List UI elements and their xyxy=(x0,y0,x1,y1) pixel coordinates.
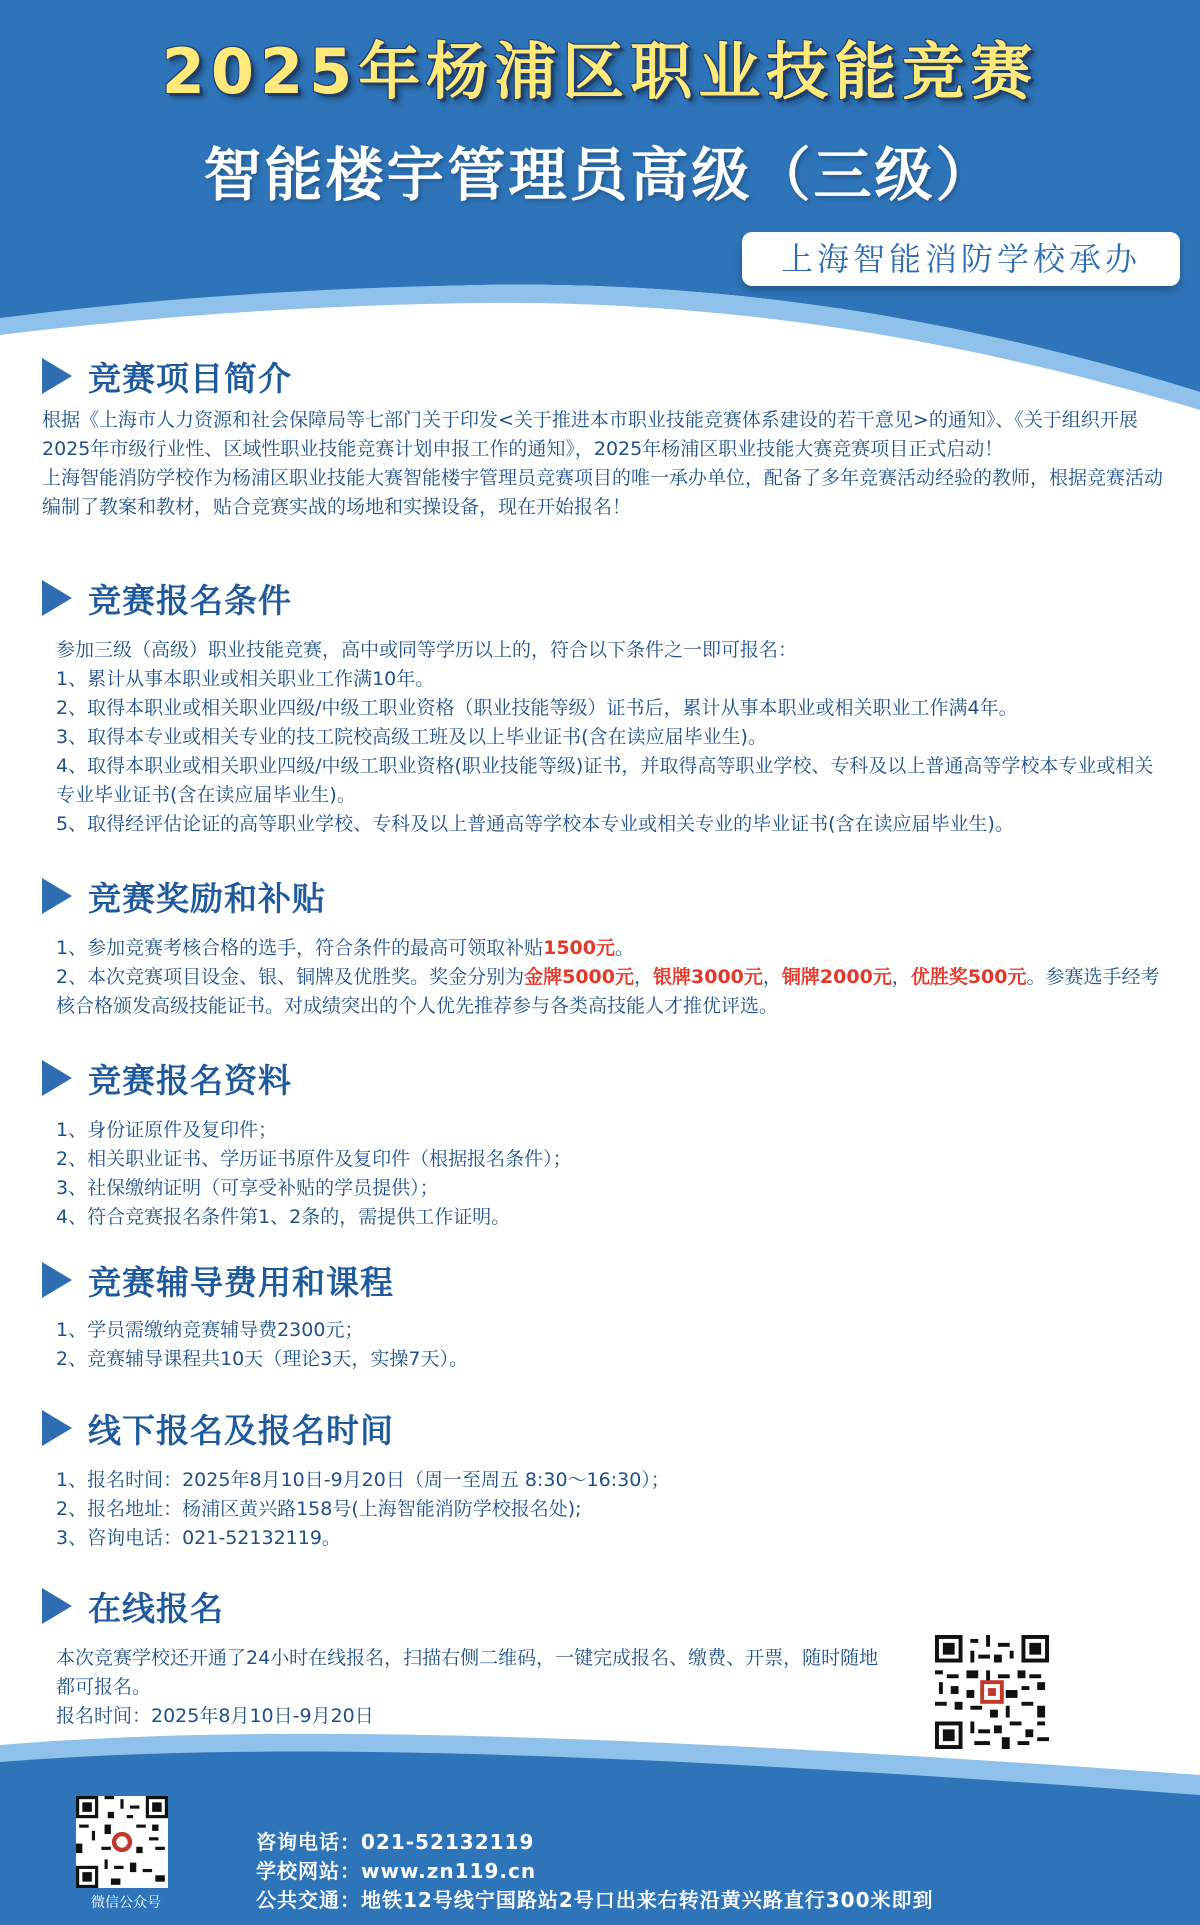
merit-prize: 优胜奖500元 xyxy=(910,966,1027,988)
list-item: 2、相关职业证书、学历证书原件及复印件（根据报名条件）； xyxy=(56,1148,572,1170)
online-date: 报名时间：2025年8月10日-9月20日 xyxy=(56,1705,374,1727)
section-title: 竞赛项目简介 xyxy=(88,358,292,398)
list-item: 3、社保缴纳证明（可享受补贴的学员提供）； xyxy=(56,1177,439,1199)
section-title: 在线报名 xyxy=(88,1588,224,1628)
online-paragraph: 本次竞赛学校还开通了24小时在线报名，扫描右侧二维码，一键完成报名、缴费、开票，随时随地都可报名。 xyxy=(56,1647,879,1698)
section-arrow-icon xyxy=(42,1060,72,1096)
registration-qr-code[interactable] xyxy=(935,1635,1049,1749)
list-item: 3、咨询电话：021-52132119。 xyxy=(56,1527,341,1549)
intro-paragraph-2: 上海智能消防学校作为杨浦区职业技能大赛智能楼宇管理员竞赛项目的唯一承办单位，配备了多年竞赛活动经验的教师，根据竞赛活动编制了教案和教材，贴合竞赛实战的场地和实操设备，现在开始报名！ xyxy=(42,467,1164,518)
footer-website[interactable]: 学校网站：www.zn119.cn xyxy=(256,1859,537,1883)
section-arrow-icon xyxy=(42,1410,72,1446)
list-item: 1、学员需缴纳竞赛辅导费2300元； xyxy=(56,1319,364,1341)
section-title: 竞赛辅导费用和课程 xyxy=(88,1262,394,1302)
section-online xyxy=(42,1582,902,1731)
section-arrow-icon xyxy=(42,1588,72,1624)
section-intro xyxy=(42,352,1168,522)
organizer-badge: 上海智能消防学校承办 xyxy=(742,232,1180,286)
footer-transport: 公共交通：地铁12号线宁国路站2号口出来右转沿黄兴路直行300米即到 xyxy=(256,1888,934,1912)
wechat-qr-code[interactable] xyxy=(76,1796,168,1888)
section-title: 竞赛报名条件 xyxy=(88,580,292,620)
conditions-lead: 参加三级（高级）职业技能竞赛，高中或同等学历以上的，符合以下条件之一即可报名： xyxy=(56,639,798,661)
section-fees xyxy=(42,1256,1168,1374)
subsidy-amount: 1500元 xyxy=(543,937,615,959)
section-arrow-icon xyxy=(42,358,72,394)
gold-prize: 金牌5000元 xyxy=(524,966,634,988)
list-item: 1、累计从事本职业或相关职业工作满10年。 xyxy=(56,668,435,690)
list-item: 2、取得本职业或相关职业四级/中级工职业资格（职业技能等级）证书后，累计从事本职业或相关职业工作满4年。 xyxy=(56,697,1018,719)
intro-paragraph-1: 根据《上海市人力资源和社会保障局等七部门关于印发<关于推进本市职业技能竞赛体系建设的若干意见>的通知》、《关于组织开展2025年市级行业性、区域性职业技能竞赛计划申报工作的通知》，2025年杨浦区职业技能大赛竞赛项目正式启动！ xyxy=(42,409,1138,460)
section-rewards xyxy=(42,872,1168,1021)
list-item: 2、竞赛辅导课程共10天（理论3天，实操7天）。 xyxy=(56,1348,468,1370)
list-item: 5、取得经评估论证的高等职业学校、专科及以上普通高等学校本专业或相关专业的毕业证书(含在读应届毕业生)。 xyxy=(56,813,1014,835)
section-materials xyxy=(42,1054,1168,1232)
list-item: 1、身份证原件及复印件； xyxy=(56,1119,278,1141)
silver-prize: 银牌3000元 xyxy=(653,966,763,988)
wechat-qr-label: 微信公众号 xyxy=(91,1895,161,1911)
section-offline xyxy=(42,1404,1168,1553)
section-conditions xyxy=(42,574,1168,839)
list-item: 2、本次竞赛项目设金、银、铜牌及优胜奖。奖金分别为金牌5000元，银牌3000元，铜牌2000元，优胜奖500元。参赛选手经考核合格颁发高级技能证书。对成绩突出的个人优先推荐参与各类高技能人才推优评选。 xyxy=(56,966,1160,1017)
section-arrow-icon xyxy=(42,1262,72,1298)
poster-subtitle: 智能楼宇管理员高级（三级） xyxy=(203,141,997,209)
poster-title: 2025年杨浦区职业技能竞赛 xyxy=(161,35,1039,108)
list-item: 1、报名时间：2025年8月10日-9月20日（周一至周五 8:30～16:30）； xyxy=(56,1469,670,1491)
section-title: 竞赛奖励和补贴 xyxy=(88,878,326,918)
list-item: 4、取得本职业或相关职业四级/中级工职业资格(职业技能等级)证书，并取得高等职业学校、专科及以上普通高等学校本专业或相关专业毕业证书(含在读应届毕业生)。 xyxy=(56,755,1154,806)
list-item: 4、符合竞赛报名条件第1、2条的，需提供工作证明。 xyxy=(56,1206,511,1228)
section-title: 线下报名及报名时间 xyxy=(88,1410,394,1450)
section-title: 竞赛报名资料 xyxy=(88,1060,292,1100)
list-item: 2、报名地址：杨浦区黄兴路158号(上海智能消防学校报名处); xyxy=(56,1498,582,1520)
list-item: 3、取得本专业或相关专业的技工院校高级工班及以上毕业证书(含在读应届毕业生)。 xyxy=(56,726,767,748)
list-item: 1、参加竞赛考核合格的选手，符合条件的最高可领取补贴1500元。 xyxy=(56,937,634,959)
bronze-prize: 铜牌2000元 xyxy=(781,966,892,988)
section-arrow-icon xyxy=(42,580,72,616)
footer-phone: 咨询电话：021-52132119 xyxy=(256,1830,535,1854)
section-arrow-icon xyxy=(42,878,72,914)
